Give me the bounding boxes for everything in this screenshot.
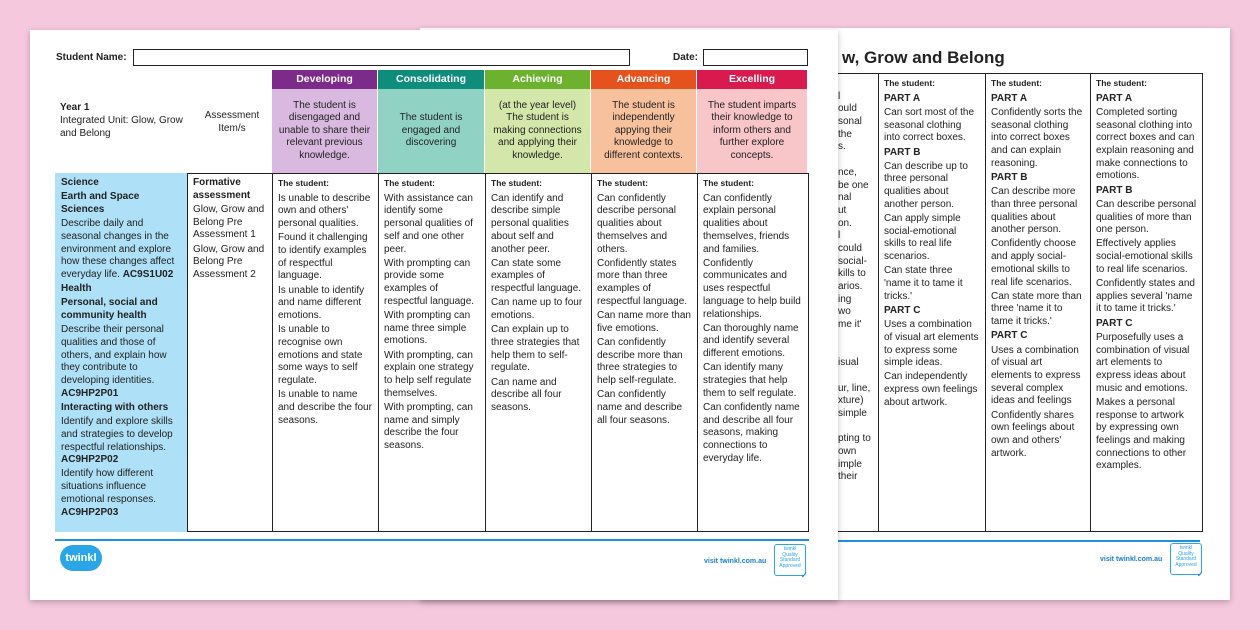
criterion: Uses a combination of visual art elements to express some simple ideas. — [884, 319, 979, 369]
criterion: Confidently sorts the seasonal clothing into correct boxes and can explain reasoning. — [991, 106, 1083, 169]
column-heading: The student: — [491, 178, 542, 188]
check-icon: ✓ — [800, 570, 808, 581]
criterion: Effectively applies social-emotional skills to real life scenarios. — [1096, 238, 1193, 275]
fragment-line — [838, 78, 878, 91]
criterion: Can identify many strategies that help them to self regulate. — [703, 362, 797, 399]
curriculum-text: Describe their personal qualities and those of others, and explain how they contribute to developing identities. — [61, 324, 167, 387]
criterion: Can state some examples of respectful language. — [491, 257, 582, 295]
fragment-line: ur, line, — [838, 382, 871, 394]
level-description — [272, 89, 377, 173]
date-field[interactable] — [703, 49, 808, 66]
curriculum-item: Interacting with others — [61, 401, 169, 413]
assessment-item: Formative assessment — [193, 177, 251, 201]
fragment-line: be one — [838, 179, 869, 191]
curriculum-item — [61, 218, 182, 282]
curriculum-item: Science — [61, 177, 99, 188]
criterion: Can describe personal qualities of more than one person. — [1096, 198, 1197, 236]
criterion: Can apply simple social-emotional skills to real life scenarios. — [884, 213, 961, 263]
fragment-line: own — [838, 445, 857, 457]
curriculum-item — [61, 324, 182, 400]
unit-heading — [60, 101, 188, 140]
criterion: Is unable to identify and name different emotions. — [278, 284, 365, 322]
criterion: Can name and describe all four seasons. — [491, 376, 562, 413]
assessment-items-column — [187, 173, 273, 532]
curriculum-item: Earth and Space Sciences — [61, 191, 140, 215]
criterion: Confidently choose and apply social-emotional skills to real life scenarios. — [991, 238, 1077, 288]
criterion: Confidently states more than three examples of respectful language. — [597, 257, 688, 307]
criterion: Can explain up to three strategies that help them to self-regulate. — [491, 324, 580, 374]
criterion: With assistance can identify some personal qualities of self and one other peer. — [384, 192, 473, 255]
column-heading: The student: — [1096, 78, 1147, 88]
column-heading: The student: — [278, 178, 329, 188]
year-label: Year 1 — [60, 102, 90, 113]
criterion: Can sort most of the seasonal clothing into correct boxes. — [884, 106, 975, 144]
curriculum-item — [61, 468, 182, 519]
curriculum-code: AC9S1U02 — [122, 268, 174, 280]
level-tab-developing: Developing — [272, 70, 377, 89]
criterion: Can confidently name and describe all four seasons, making connections to everyday life. — [703, 401, 800, 464]
curriculum-text: Describe daily and seasonal changes in the environment and explore how these changes affect everyday life. — [61, 218, 175, 280]
column-heading: The student: — [597, 178, 648, 188]
level-desc-text: The student is disengaged and unable to share their relevant previous knowledge. — [278, 99, 371, 161]
fragment-line: on. — [838, 217, 852, 229]
front-page — [30, 30, 838, 600]
curriculum-item: Personal, social and community health — [61, 297, 158, 322]
fragment-line: arios. — [838, 281, 863, 292]
fragment-line — [838, 344, 878, 357]
criterion: Can confidently name and describe all four seasons. — [597, 389, 683, 426]
criterion: Is unable to name and describe the four seasons. — [278, 389, 372, 426]
curriculum-text: Identify how different situations influence emotional responses. — [61, 468, 157, 505]
fragment-line: l — [838, 230, 841, 242]
level-criteria-column — [378, 173, 486, 532]
criterion: PART B — [991, 171, 1028, 183]
back-level-column — [878, 73, 986, 532]
criterion: Confidently shares own feelings about own and others' artwork. — [991, 409, 1075, 459]
criterion: Completed sorting seasonal clothing into correct boxes and can explain reasoning and make connections to emotions. — [1096, 106, 1195, 182]
criterion: Confidently communicates and uses respectful language to help build relationships. — [703, 257, 801, 320]
back-level-column — [1090, 73, 1203, 532]
level-criteria-column — [485, 173, 592, 532]
curriculum-item — [61, 416, 182, 467]
criterion: Can confidently describe personal qualities about themselves and others. — [597, 192, 676, 255]
assessment-header: Assessment Item/s — [204, 110, 260, 134]
fragment-line: could — [838, 242, 862, 254]
level-pre: (at the year level) — [498, 99, 577, 111]
criterion: Found it challenging to identify examples of respectful language. — [278, 232, 368, 282]
quality-badge-text: twinkl Quality Standard Approved — [1175, 545, 1197, 568]
twinkl-logo: twinkl — [60, 545, 102, 571]
fragment-line: simple — [838, 407, 867, 419]
level-tab-advancing: Advancing — [591, 70, 696, 89]
criterion: Purposefully uses a combination of visual art elements to express ideas about music and emotions. — [1096, 331, 1190, 394]
student-name-label: Student Name: — [56, 52, 127, 63]
criterion: Is unable to describe own and others' personal qualities. — [278, 192, 371, 230]
criterion: PART C — [991, 330, 1028, 342]
fragment-line: pting to — [838, 433, 871, 445]
column-heading: The student: — [884, 78, 935, 88]
back-left-column-fragment — [838, 73, 878, 532]
visit-link[interactable]: visit twinkl.com.au — [704, 558, 767, 565]
criterion: Can state three 'name it to tame it tricks.' — [884, 265, 963, 302]
level-desc-text: The student imparts their knowledge to inform others and further explore concepts. — [707, 99, 797, 161]
fragment-line: ould — [838, 103, 857, 115]
level-description — [485, 89, 590, 173]
quality-badge-text: twinkl Quality Standard Approved — [779, 546, 801, 569]
criterion: Can describe more than three personal qualities about another person. — [991, 186, 1078, 236]
criterion: Can describe up to three personal qualities about another person. — [884, 160, 968, 210]
level-description — [591, 89, 696, 173]
criterion: Makes a personal response to artwork by expressing own feelings and making connections to other examples. — [1096, 396, 1187, 472]
curriculum-code: AC9HP2P02 — [61, 454, 119, 466]
quality-badge-icon — [1170, 543, 1204, 580]
criterion: Can state more than three 'name it to tame it tricks.' — [991, 290, 1082, 328]
level-criteria-column — [697, 173, 809, 532]
fragment-line — [838, 332, 878, 345]
column-heading: The student: — [384, 178, 435, 188]
fragment-line: imple — [838, 458, 862, 470]
fragment-line: kills to — [838, 268, 866, 280]
column-heading: The student: — [703, 178, 754, 188]
criterion: With prompting, can explain one strategy to help self regulate themselves. — [384, 349, 474, 399]
criterion: PART A — [1096, 92, 1133, 104]
curriculum-code: AC9HP2P01 — [61, 387, 119, 399]
criterion: Can name up to four emotions. — [491, 297, 583, 322]
criterion: Can confidently describe more than three strategies to help self-regulate. — [597, 336, 683, 387]
fragment-line: nce, — [838, 166, 857, 178]
fragment-line: wo — [838, 306, 851, 318]
criterion: PART C — [884, 304, 921, 316]
criterion: PART A — [991, 92, 1028, 104]
criterion: Uses a combination of visual art elements to express several complex ideas and feelings — [991, 344, 1081, 407]
level-tab-excelling: Excelling — [697, 70, 807, 89]
level-description — [378, 89, 484, 173]
criterion: Can confidently explain personal qualities about themselves, friends and families. — [703, 192, 790, 255]
criterion: PART C — [1096, 317, 1133, 329]
level-tab-consolidating: Consolidating — [378, 70, 484, 89]
curriculum-code: AC9HP2P03 — [61, 506, 119, 518]
fragment-line: ing — [838, 293, 852, 305]
date-label: Date: — [673, 52, 699, 63]
fragment-line: nal — [838, 192, 852, 204]
criterion: With prompting can name three simple emotions. — [384, 310, 471, 347]
column-heading: The student: — [991, 78, 1042, 88]
fragment-line — [838, 421, 878, 434]
assessment-item: Glow, Grow and Belong Pre Assessment 2 — [193, 243, 265, 280]
criterion: Is unable to recognise own emotions and state some ways to self regulate. — [278, 324, 363, 387]
back-page-title: w, Grow and Belong — [842, 48, 1005, 67]
curriculum-item: Health — [61, 283, 92, 295]
fragment-line: me it' — [838, 319, 862, 331]
back-level-column — [985, 73, 1091, 532]
fragment-line — [838, 154, 878, 167]
fragment-line — [838, 370, 878, 383]
level-desc-text: The student is independently appying their knowledge to different contexts. — [604, 99, 683, 161]
fragment-line: s. — [838, 141, 846, 153]
criterion: With prompting, can name and simply describe the four seasons. — [384, 401, 473, 452]
criterion: Confidently states and applies several 'name it to tame it tricks.' — [1096, 278, 1195, 315]
level-desc-text: The student is engaged and discovering — [399, 112, 463, 149]
criterion: Can independently express own feelings about artwork. — [884, 371, 978, 408]
unit-label: Integrated Unit: Glow, Grow and Belong — [60, 115, 183, 139]
level-criteria-column — [591, 173, 698, 532]
student-name-field[interactable] — [133, 49, 630, 66]
level-criteria-column — [272, 173, 379, 532]
fragment-line: l — [838, 90, 841, 102]
fragment-line: xture) — [838, 395, 864, 407]
criterion: PART B — [884, 146, 921, 158]
curriculum-column — [55, 173, 188, 532]
check-icon: ✓ — [1196, 569, 1204, 580]
level-desc-text: The student is making connections and applying their knowledge. — [493, 112, 582, 161]
visit-link[interactable]: visit twinkl.com.au — [1100, 556, 1163, 563]
fragment-line: the — [838, 128, 852, 140]
criterion: Can thoroughly name and identify several different emotions. — [703, 322, 799, 360]
criterion: PART B — [1096, 184, 1133, 196]
criterion: PART A — [884, 92, 921, 104]
assessment-item: Glow, Grow and Belong Pre Assessment 1 — [193, 203, 265, 241]
criterion: With prompting can provide some examples of respectful language. — [384, 257, 475, 307]
fragment-line: social- — [838, 255, 867, 267]
fragment-line: sonal — [838, 116, 862, 128]
level-tab-achieving: Achieving — [485, 70, 590, 89]
criterion: Can name more than five emotions. — [597, 310, 691, 334]
fragment-line: isual — [838, 357, 859, 369]
fragment-line: ut — [838, 204, 847, 216]
level-description — [697, 89, 807, 173]
criterion: Can identify and describe simple personal qualities about self and another peer. — [491, 192, 569, 255]
curriculum-text: Identify and explore skills and strategies to develop respectful relationships. — [61, 416, 173, 453]
fragment-line: their — [838, 471, 858, 483]
quality-badge-icon — [774, 544, 808, 581]
